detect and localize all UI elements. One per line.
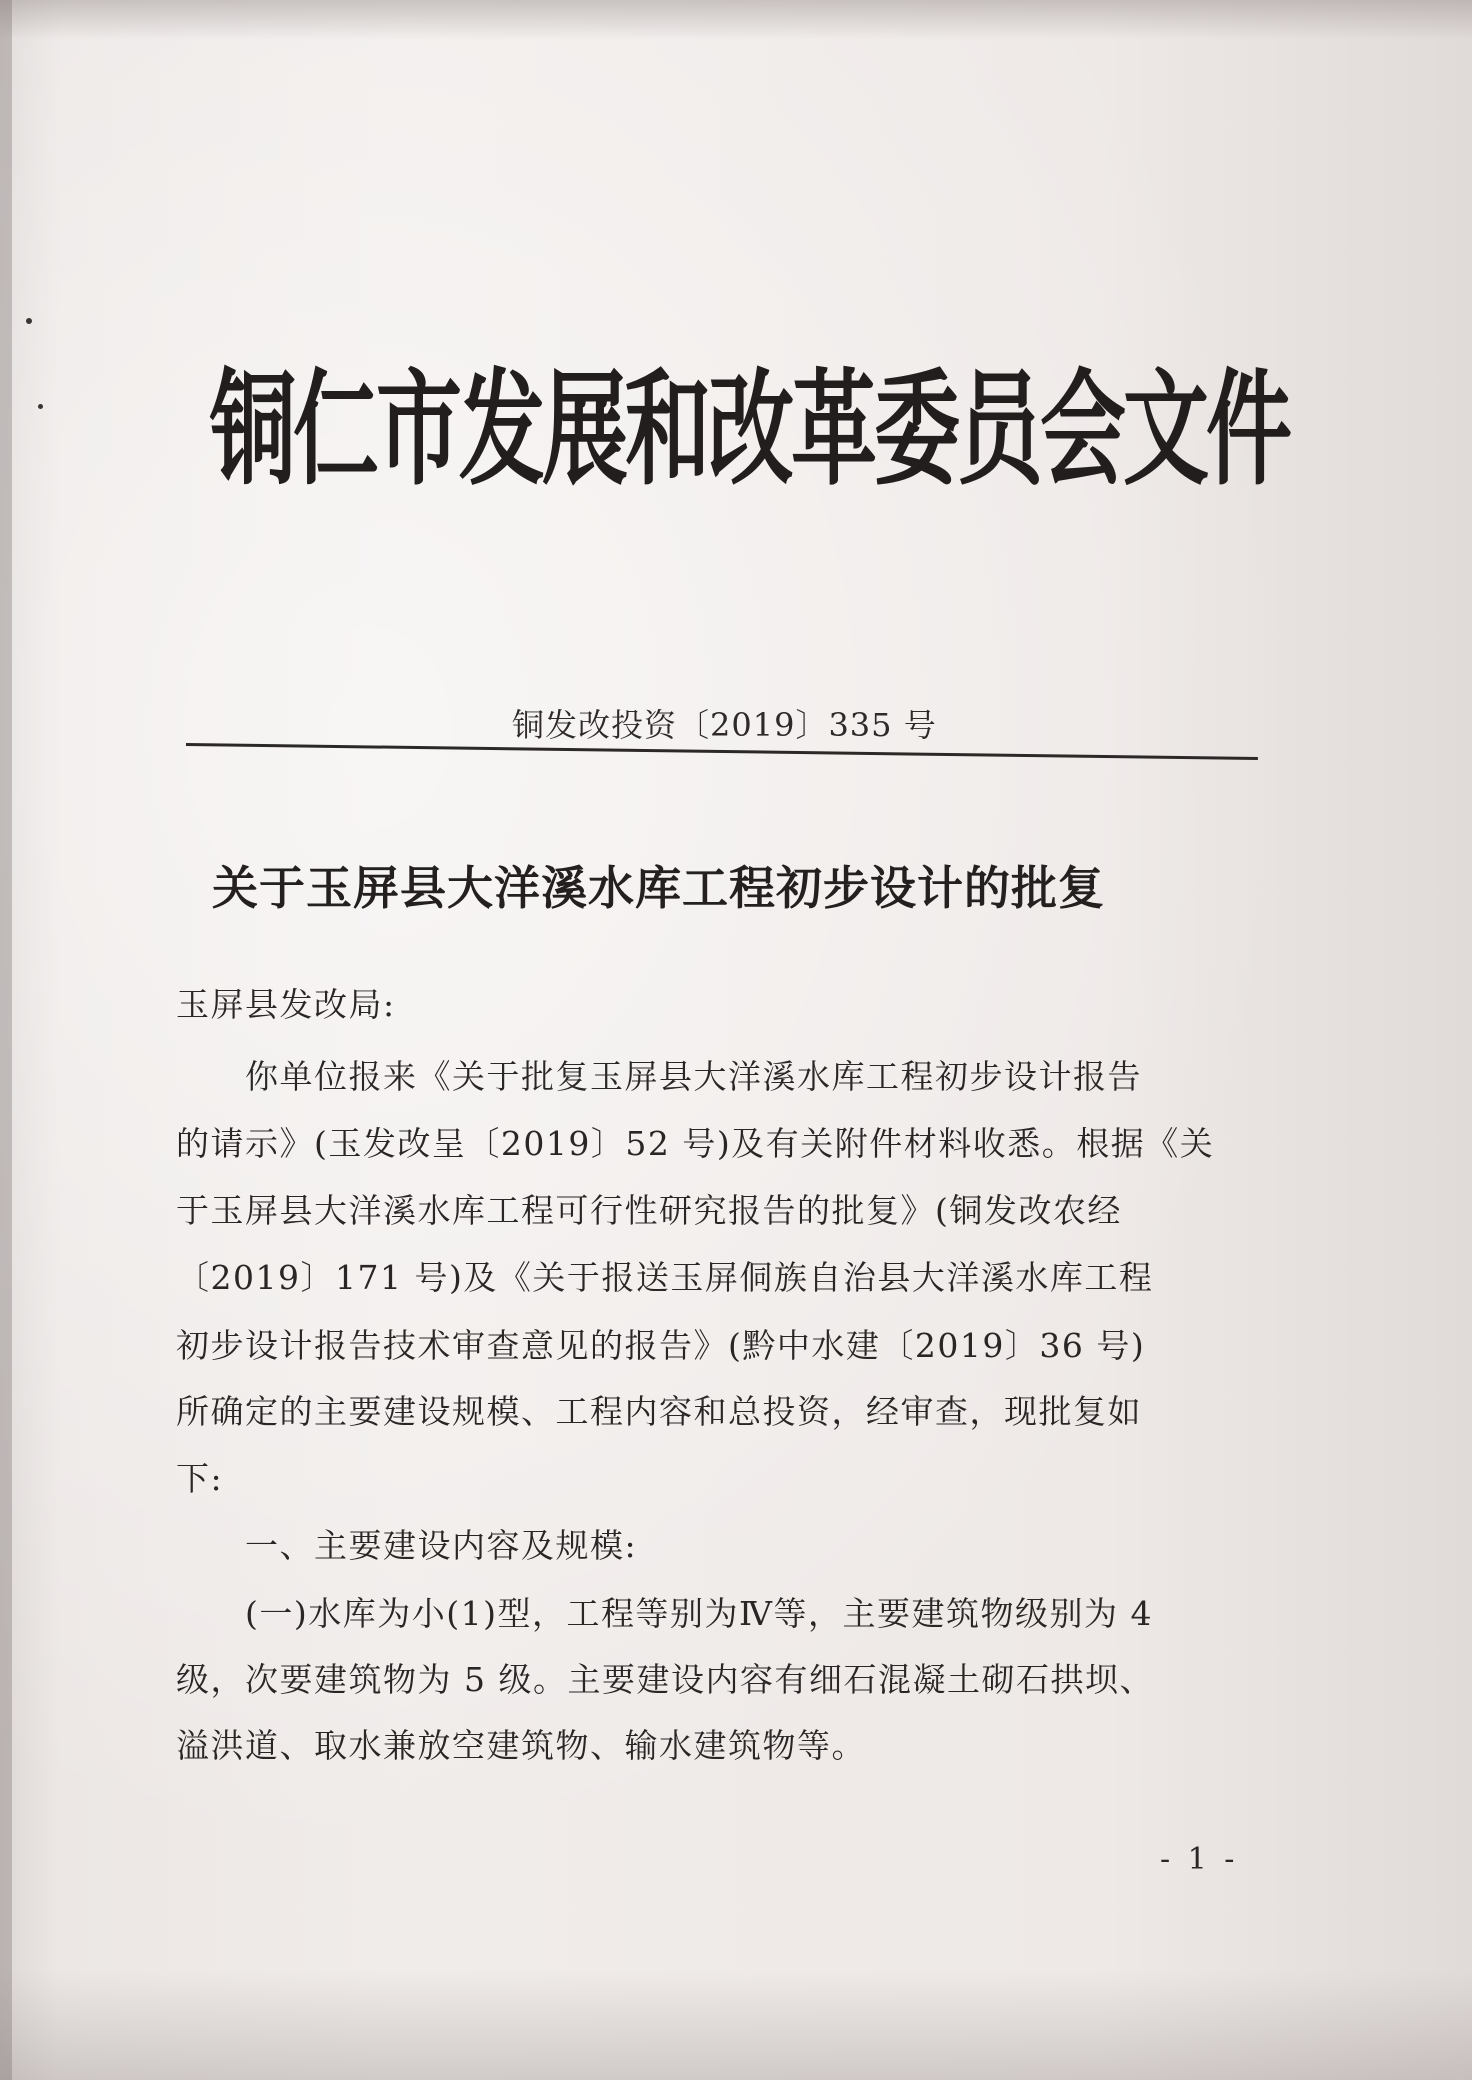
page-number: - 1 - bbox=[1160, 1842, 1239, 1877]
body-line: (一)水库为小(1)型，工程等别为Ⅳ等，主要建筑物级别为 4 bbox=[176, 1594, 1153, 1633]
scan-left-edge bbox=[0, 0, 12, 2080]
agency-header-title: 铜仁市发展和改革委员会文件 bbox=[210, 357, 1289, 503]
body-line: 溢洪道、取水兼放空建筑物、输水建筑物等。 bbox=[176, 1726, 866, 1765]
section-heading: 一、主要建设内容及规模: bbox=[176, 1526, 638, 1565]
body-line: 级，次要建筑物为 5 级。主要建设内容有细石混凝土砌石拱坝、 bbox=[176, 1660, 1154, 1699]
body-line: 你单位报来《关于批复玉屏县大洋溪水库工程初步设计报告 bbox=[176, 1057, 1142, 1096]
body-line: 所确定的主要建设规模、工程内容和总投资，经审查，现批复如 bbox=[176, 1392, 1142, 1431]
body-line: 下: bbox=[176, 1459, 224, 1498]
body-line: 初步设计报告技术审查意见的报告》(黔中水建〔2019〕36 号) bbox=[176, 1326, 1146, 1365]
document-subject-title: 关于玉屏县大洋溪水库工程初步设计的批复 bbox=[212, 861, 1105, 915]
scan-shadow-bottom bbox=[0, 1970, 1472, 2080]
document-number: 铜发改投资〔2019〕335 号 bbox=[512, 706, 937, 744]
body-line: 的请示》(玉发改呈〔2019〕52 号)及有关附件材料收悉。根据《关 bbox=[176, 1124, 1215, 1163]
addressee: 玉屏县发改局: bbox=[176, 985, 396, 1024]
scan-speck bbox=[26, 318, 32, 324]
body-line: 于玉屏县大洋溪水库工程可行性研究报告的批复》(铜发改农经 bbox=[176, 1191, 1122, 1230]
scan-shadow-top bbox=[0, 0, 1472, 40]
body-line: 〔2019〕171 号)及《关于报送玉屏侗族自治县大洋溪水库工程 bbox=[176, 1258, 1154, 1297]
scan-speck bbox=[38, 404, 43, 409]
